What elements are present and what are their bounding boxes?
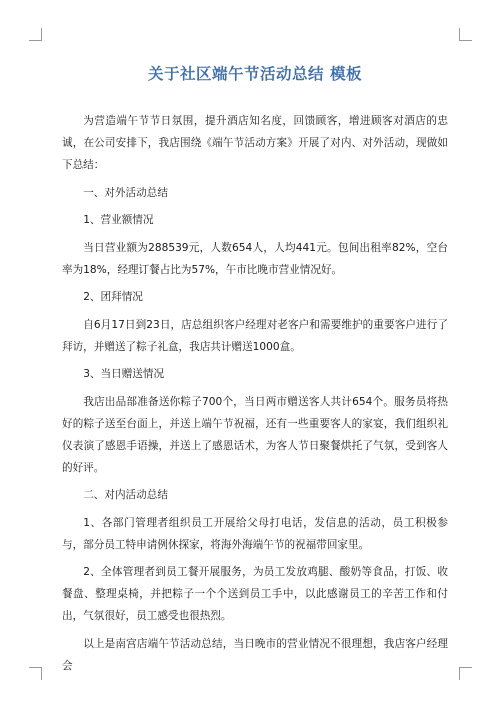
paragraph-internal-2: 2、全体管理者到员工餐开展服务，为员工发放鸡腿、酸奶等食品，打饭、收餐盘、整理桌椅，并把粽子一个个送到员工手中，以此感谢员工的辛苦工作和付出，气氛很好，员工感受也很热烈。 [62,566,448,622]
paragraph-gifts: 我店出品部准备送你粽子700个，当日两市赠送客人共计654个。服务员将热好的粽子送至台面上，并送上端午节祝福，还有一些重要客人的家宴，我们组织礼仪表演了感恩手语操，并送上了感恩话术，为客人节日聚餐烘托了气氛，受到客人的好评。 [62,395,448,474]
paragraph-revenue: 当日营业额为288539元，人数654人，人均441元。包间出租率82%，空台率为18%，经理订餐占比为57%，午市比晚市营业情况好。 [62,241,448,276]
section-heading-external: 一、对外活动总结 [83,186,168,199]
crop-mark-top-right [459,28,472,41]
section-heading-internal: 二、对内活动总结 [83,489,168,501]
crop-mark-bottom-left [29,667,42,680]
document-title: 关于社区端午节活动总结 模板 [148,65,362,83]
subheading-revenue: 1、营业额情况 [83,214,154,226]
crop-mark-top-left [29,28,42,41]
paragraph-group-visits: 自6月17日到23日，店总组织客户经理对老客户和需要维护的重要客户进行了拜访，并赠送了粽子礼盒，我店共计赠送1000盒。 [62,318,448,353]
crop-mark-bottom-right [459,667,472,680]
subheading-group-visits: 2、团拜情况 [83,291,143,303]
paragraph-internal-1: 1、各部门管理者组织员工开展给父母打电话，发信息的活动，员工积极参与，部分员工特申请例休探家，将海外海端午节的祝福带回家里。 [62,516,448,551]
subheading-gifts: 3、当日赠送情况 [83,368,165,380]
intro-paragraph: 为营造端午节节日氛围，提升酒店知名度，回馈顾客，增进顾客对酒店的忠诚，在公司安排下，我店围绕《端午节活动方案》开展了对内、对外活动，现做如下总结： [62,115,448,171]
document-page [62,64,448,682]
closing-paragraph: 以上是南宫店端午节活动总结，当日晚市的营业情况不很理想，我店客户经理会 [62,637,448,672]
